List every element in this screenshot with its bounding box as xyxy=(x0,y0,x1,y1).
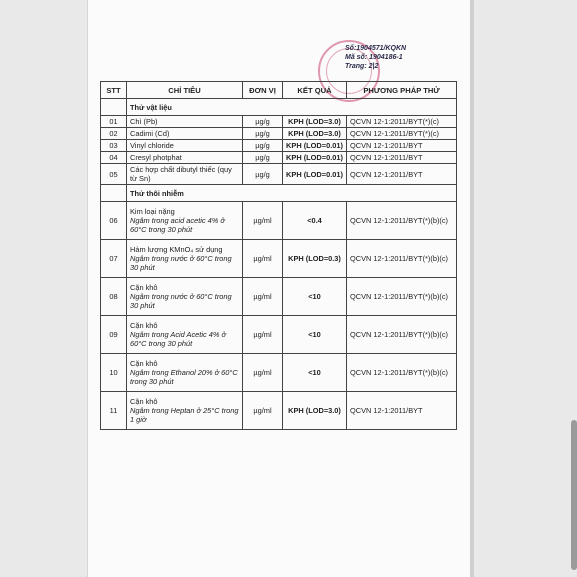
row-criteria xyxy=(127,152,243,164)
group-row-material-test xyxy=(101,99,457,116)
row-method: QCVN 12-1:2011/BYT(*)(b)(c) xyxy=(347,240,457,278)
row-unit: µg/ml xyxy=(243,202,283,240)
criteria-name: Cặn khô xyxy=(130,321,158,330)
row-stt: 04 xyxy=(101,152,127,164)
table-row xyxy=(101,140,457,152)
criteria-name: Cresyl photphat xyxy=(130,153,182,162)
row-method: QCVN 12-1:2011/BYT xyxy=(347,152,457,164)
row-result: KPH (LOD=0.01) xyxy=(283,164,347,185)
row-stt: 11 xyxy=(101,392,127,430)
row-stt: 05 xyxy=(101,164,127,185)
row-unit: µg/g xyxy=(243,140,283,152)
sample-code: Mã số: 1904186-1 xyxy=(345,54,403,61)
criteria-name: Các hợp chất dibutyl thiếc (quy từ Sn) xyxy=(130,165,232,183)
row-stt: 09 xyxy=(101,316,127,354)
row-unit: µg/g xyxy=(243,116,283,128)
col-header-stt: STT xyxy=(101,82,127,99)
criteria-name: Kim loại nặng xyxy=(130,207,175,216)
row-criteria xyxy=(127,164,243,185)
criteria-condition: Ngâm trong Ethanol 20% ở 60°C trong 30 phút xyxy=(130,368,238,386)
row-result: <10 xyxy=(283,278,347,316)
row-stt: 01 xyxy=(101,116,127,128)
row-criteria xyxy=(127,316,243,354)
row-criteria xyxy=(127,392,243,430)
group-label: Thử thôi nhiễm xyxy=(127,185,457,202)
criteria-name: Cặn khô xyxy=(130,359,158,368)
row-result: <10 xyxy=(283,316,347,354)
row-method: QCVN 12-1:2011/BYT(*)(b)(c) xyxy=(347,278,457,316)
criteria-name: Cặn khô xyxy=(130,397,158,406)
row-stt: 06 xyxy=(101,202,127,240)
row-stt: 07 xyxy=(101,240,127,278)
row-criteria xyxy=(127,116,243,128)
criteria-name: Hàm lượng KMnO₄ sử dụng xyxy=(130,245,223,254)
table-row xyxy=(101,116,457,128)
table-row xyxy=(101,392,457,430)
row-method: QCVN 12-1:2011/BYT(*)(c) xyxy=(347,128,457,140)
row-unit: µg/g xyxy=(243,152,283,164)
row-unit: µg/ml xyxy=(243,354,283,392)
row-result: KPH (LOD=0.01) xyxy=(283,152,347,164)
row-result: KPH (LOD=3.0) xyxy=(283,392,347,430)
row-stt: 03 xyxy=(101,140,127,152)
row-criteria xyxy=(127,278,243,316)
row-method: QCVN 12-1:2011/BYT xyxy=(347,140,457,152)
row-unit: µg/ml xyxy=(243,316,283,354)
table-row xyxy=(101,202,457,240)
row-unit: µg/g xyxy=(243,128,283,140)
criteria-condition: Ngâm trong Acid Acetic 4% ở 60°C trong 30 phút xyxy=(130,330,226,348)
row-unit: µg/ml xyxy=(243,278,283,316)
row-unit: µg/g xyxy=(243,164,283,185)
criteria-name: Vinyl chloride xyxy=(130,141,174,150)
row-criteria xyxy=(127,202,243,240)
criteria-condition: Ngâm trong acid acetic 4% ở 60°C trong 30 phút xyxy=(130,216,225,234)
table-row xyxy=(101,316,457,354)
criteria-condition: Ngâm trong Heptan ở 25°C trong 1 giờ xyxy=(130,406,239,424)
table-row xyxy=(101,278,457,316)
row-stt: 02 xyxy=(101,128,127,140)
row-unit: µg/ml xyxy=(243,240,283,278)
group-row-migration-test xyxy=(101,185,457,202)
criteria-condition: Ngâm trong nước ở 60°C trong 30 phút xyxy=(130,292,232,310)
row-stt: 10 xyxy=(101,354,127,392)
row-method: QCVN 12-1:2011/BYT(*)(b)(c) xyxy=(347,316,457,354)
col-header-result: KẾT QUẢ xyxy=(283,82,347,99)
page-number: Trang: 2|2 xyxy=(345,63,379,70)
report-number: Số:1904571/KQKN xyxy=(345,45,407,52)
row-method: QCVN 12-1:2011/BYT xyxy=(347,164,457,185)
report-header xyxy=(345,44,406,71)
row-result: KPH (LOD=3.0) xyxy=(283,116,347,128)
row-result: <0.4 xyxy=(283,202,347,240)
row-criteria xyxy=(127,354,243,392)
row-result: <10 xyxy=(283,354,347,392)
table-row xyxy=(101,128,457,140)
table-row xyxy=(101,354,457,392)
row-method: QCVN 12-1:2011/BYT(*)(c) xyxy=(347,116,457,128)
col-header-criteria: CHỈ TIÊU xyxy=(127,82,243,99)
row-criteria xyxy=(127,128,243,140)
table-row xyxy=(101,240,457,278)
row-method: QCVN 12-1:2011/BYT(*)(b)(c) xyxy=(347,354,457,392)
table-row xyxy=(101,152,457,164)
table-row xyxy=(101,164,457,185)
row-unit: µg/ml xyxy=(243,392,283,430)
row-result: KPH (LOD=3.0) xyxy=(283,128,347,140)
group-label: Thử vật liệu xyxy=(127,99,457,116)
results-table xyxy=(100,81,457,430)
criteria-name: Cặn khô xyxy=(130,283,158,292)
row-method: QCVN 12-1:2011/BYT xyxy=(347,392,457,430)
col-header-unit: ĐƠN VỊ xyxy=(243,82,283,99)
table-header-row xyxy=(101,82,457,99)
criteria-name: Chì (Pb) xyxy=(130,117,158,126)
row-result: KPH (LOD=0.3) xyxy=(283,240,347,278)
criteria-condition: Ngâm trong nước ở 60°C trong 30 phút xyxy=(130,254,232,272)
row-method: QCVN 12-1:2011/BYT(*)(b)(c) xyxy=(347,202,457,240)
row-criteria xyxy=(127,240,243,278)
scrollbar[interactable] xyxy=(571,420,577,570)
page-edge-shadow xyxy=(470,0,474,577)
criteria-name: Cadimi (Cd) xyxy=(130,129,170,138)
col-header-method: PHƯƠNG PHÁP THỬ xyxy=(347,82,457,99)
row-result: KPH (LOD=0.01) xyxy=(283,140,347,152)
row-stt: 08 xyxy=(101,278,127,316)
row-criteria xyxy=(127,140,243,152)
